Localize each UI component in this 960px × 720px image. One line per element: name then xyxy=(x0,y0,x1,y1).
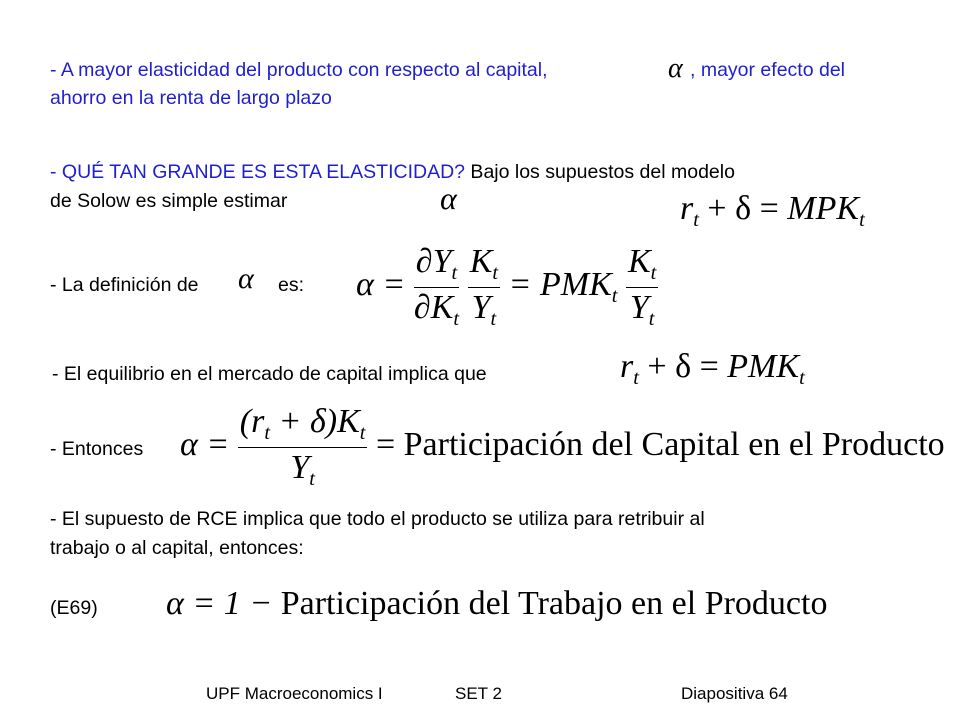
alpha-symbol-definition: α xyxy=(238,262,254,295)
eq-sub-t2: t xyxy=(859,209,865,232)
sub-t: t xyxy=(490,307,497,330)
then-num: (r xyxy=(239,403,265,440)
sub-t: t xyxy=(451,262,458,285)
alpha-symbol-inline: α xyxy=(668,53,683,84)
partial-y: ∂Y xyxy=(415,243,452,280)
bullet-definition-before: - La definición de xyxy=(50,274,199,296)
bullet-definition-after: es: xyxy=(278,274,305,296)
question-text: - QUÉ TAN GRANDE ES ESTA ELASTICIDAD? xyxy=(50,161,466,183)
bullet-then: - Entonces xyxy=(50,438,144,460)
bullet1-part1: - A mayor elasticidad del producto con respecto al capital, xyxy=(50,59,548,81)
frac-num xyxy=(626,244,658,288)
frac-num xyxy=(238,404,368,448)
equation-alpha-definition xyxy=(356,244,658,330)
partial-k: ∂K xyxy=(413,288,454,326)
equation-rental-mpk xyxy=(680,190,865,232)
def-alpha-eq: α = xyxy=(356,265,414,303)
equation-label-e69: (E69) xyxy=(50,597,98,619)
frac-den xyxy=(238,448,368,491)
frac-den xyxy=(468,288,500,331)
bullet-equilibrium: - El equilibrio en el mercado de capital implica que xyxy=(52,363,487,385)
fraction-dy-dk xyxy=(414,244,459,330)
labor-share-text: Participación del Trabajo en el Producto xyxy=(280,585,828,622)
fraction-k-y-2 xyxy=(626,244,658,330)
eq2-plus-delta: + δ = xyxy=(638,348,728,385)
def-eq-pmk: = PMK xyxy=(500,265,612,303)
fraction-capital-income xyxy=(238,404,368,490)
sub-t: t xyxy=(648,307,655,330)
y: Y xyxy=(629,288,649,326)
sub-t: t xyxy=(359,422,366,445)
capital-share-text: = Participación del Capital en el Producto xyxy=(367,425,945,463)
sub-t: t xyxy=(611,284,618,307)
sub-t: t xyxy=(650,262,657,285)
then-alpha-eq: α = xyxy=(180,425,238,463)
bullet-rce-line1: - El supuesto de RCE implica que todo el producto se utiliza para retribuir al xyxy=(50,508,705,530)
alpha-symbol-estimate: α xyxy=(440,180,457,216)
equation-alpha-capital-share xyxy=(180,404,945,490)
bullet-elasticity-line1 xyxy=(50,56,548,84)
footer-slide-number: Diapositiva 64 xyxy=(681,684,788,703)
then-num2: + δ)K xyxy=(270,403,360,440)
equation-rental-pmk xyxy=(620,348,805,390)
eq2-sub-t: t xyxy=(633,367,639,390)
e69-lhs: α = 1 − xyxy=(166,585,281,622)
eq2-pmk: PMK xyxy=(727,348,800,385)
eq-r: r xyxy=(680,190,694,227)
eq2-sub-t2: t xyxy=(799,367,805,390)
frac-den xyxy=(414,288,459,331)
eq2-r: r xyxy=(620,348,634,385)
frac-num xyxy=(414,244,459,288)
eq-plus-delta: + δ = xyxy=(698,190,788,227)
footer-set: SET 2 xyxy=(455,684,502,703)
bullet-elasticity-line2: ahorro en la renta de largo plazo xyxy=(50,87,332,109)
sub-t: t xyxy=(264,422,271,445)
bullet-question-line1 xyxy=(50,158,735,186)
bullet-question-line2: de Solow es simple estimar xyxy=(50,190,288,212)
eq-sub-t: t xyxy=(693,209,699,232)
k: K xyxy=(469,243,493,280)
sub-t: t xyxy=(309,467,315,490)
frac-num xyxy=(468,244,500,288)
bullet1-part2: , mayor efecto del xyxy=(690,59,845,81)
footer-course: UPF Macroeconomics I xyxy=(206,684,383,703)
k: K xyxy=(627,243,651,280)
then-den: Y xyxy=(290,448,310,486)
fraction-k-y xyxy=(468,244,500,330)
sub-t: t xyxy=(492,262,499,285)
eq-mpk: MPK xyxy=(787,190,860,227)
bullet-rce-line2: trabajo o al capital, entonces: xyxy=(50,537,304,559)
sub-t: t xyxy=(453,307,460,330)
frac-den xyxy=(626,288,658,331)
equation-e69 xyxy=(166,585,827,623)
assumption-text: Bajo los supuestos del modelo xyxy=(465,161,735,183)
y: Y xyxy=(471,288,491,326)
